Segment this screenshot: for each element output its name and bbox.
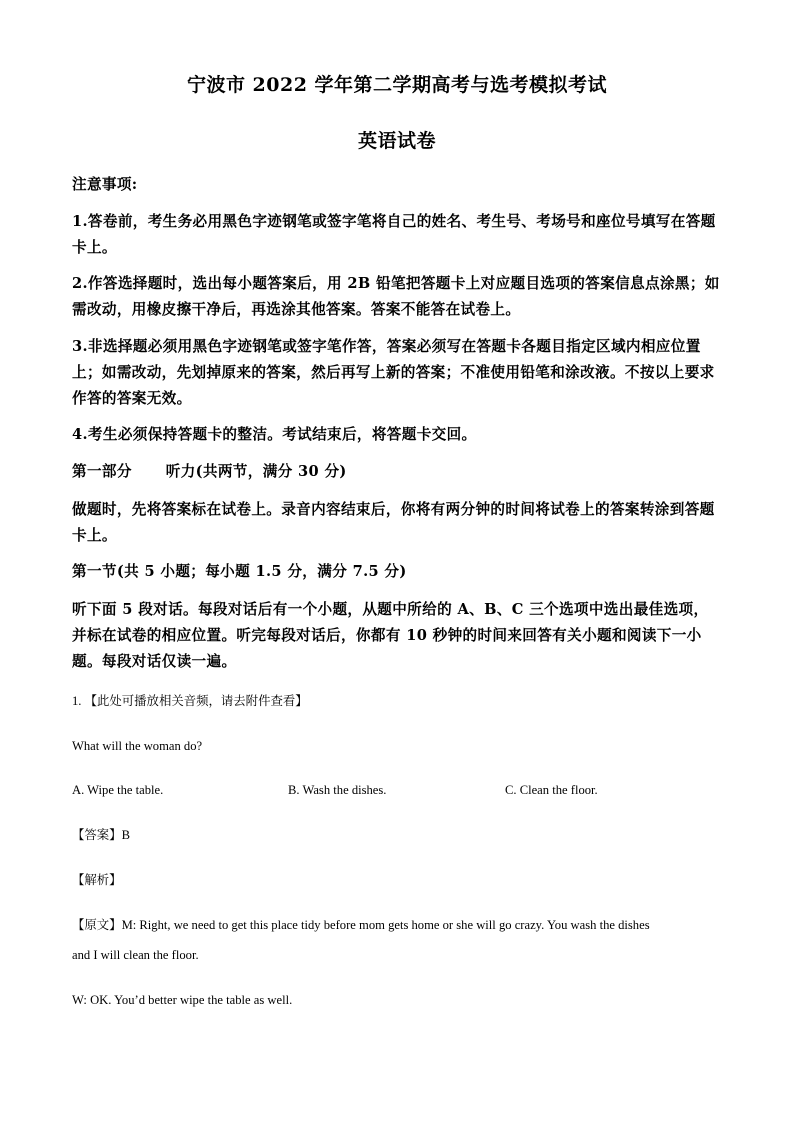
- question1-option-b: B. Wash the dishes.: [288, 783, 387, 797]
- notice-item-3: 3.非选择题必须用黑色字迹钢笔或签字笔作答，答案必须写在答题卡各题目指定区域内相应位置上；如需改动，先划掉原来的答案，然后再写上新的答案；不准使用铅笔和涂改液。不按以上要求作答的答案无效。: [72, 338, 715, 407]
- section1-instruction: 听下面 5 段对话。每段对话后有一个小题，从题中所给的 A、B、C 三个选项中选出最佳选项，并标在试卷的相应位置。听完每段对话后，你都有 10 秒钟的时间来回答有关小题和阅读下一小题。每段对话仅读一遍。: [72, 601, 709, 670]
- answer-value: B: [121, 828, 130, 842]
- question1-option-c: C. Clean the floor.: [505, 783, 598, 797]
- transcript-line-1: [72, 910, 722, 940]
- notice-heading: 注意事项:: [72, 176, 138, 193]
- question1-number: 1.: [72, 694, 82, 708]
- exam-title: 宁波市 2022 学年第二学期高考与选考模拟考试: [186, 74, 608, 96]
- question1-audio-row: [72, 686, 308, 716]
- question1-answer-row: [72, 820, 130, 850]
- section1-title: 第一节(共 5 小题；每小题 1.5 分，满分 7.5 分): [72, 563, 407, 580]
- notice-item-2: 2.作答选择题时，选出每小题答案后，用 2B 铅笔把答题卡上对应题目选项的答案信息点涂黑；如需改动，用橡皮擦干净后，再选涂其他答案。答案不能答在试卷上。: [72, 275, 720, 318]
- analysis-label: 【解析】: [72, 872, 122, 887]
- question1-prompt: What will the woman do?: [72, 739, 203, 753]
- transcript-line-2: and I will clean the floor.: [72, 948, 199, 962]
- question1-option-a: A. Wipe the table.: [72, 783, 164, 797]
- transcript-label: 【原文】: [72, 917, 122, 932]
- exam-subtitle: 英语试卷: [357, 130, 436, 152]
- transcript-line-3: W: OK. You’d better wipe the table as well.: [72, 993, 293, 1007]
- part1-label: 第一部分: [72, 463, 132, 480]
- answer-label: 【答案】: [72, 827, 122, 842]
- part1-heading: [72, 459, 722, 485]
- notice-item-1: 1.答卷前，考生务必用黑色字迹钢笔或签字笔将自己的姓名、考生号、考场号和座位号填写在答题卡上。: [72, 213, 716, 256]
- notice-item-4: 4.考生必须保持答题卡的整洁。考试结束后，将答题卡交回。: [72, 426, 477, 443]
- part1-title: 听力(共两节，满分 30 分): [165, 463, 347, 480]
- question1-audio-note: 【此处可播放相关音频，请去附件查看】: [84, 693, 308, 708]
- part1-instruction: 做题时，先将答案标在试卷上。录音内容结束后，你将有两分钟的时间将试卷上的答案转涂到答题卡上。: [72, 501, 715, 544]
- transcript-text-1: M: Right, we need to get this place tidy before mom gets home or she will go crazy. You wash the dishes: [121, 918, 650, 932]
